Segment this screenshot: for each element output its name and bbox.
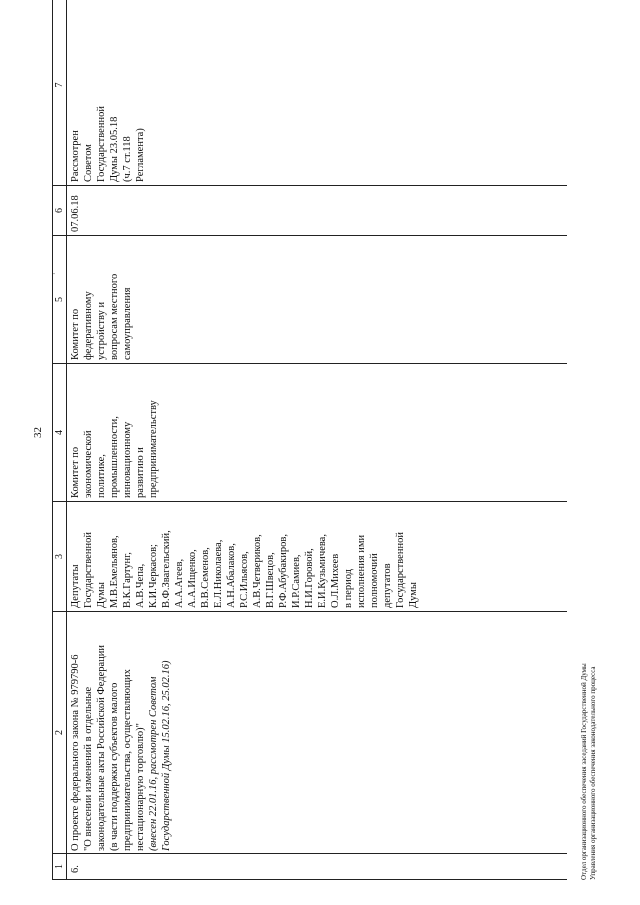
bill-table [52,0,567,880]
column-number: 6 [53,186,67,236]
responsible-committee-cell: Комитет по экономической политике, промышленности, инновационному развитию и предпринимательству [67,364,567,502]
row-number: 6. [67,854,567,880]
column-number: 7 [53,0,67,186]
authors-cell: Депутаты Государственной Думы М.В.Емельянов, В.К.Гартунг, А.В.Чепа, К.И.Черкасов; В.Ф.Звагельский, А.А.Агеев, А.А.Ищенко, В.В.Семенов, Е.Л.Николаева, А.Н.Абалаков, Р.С.Ильясов, А.В.Четвериков, В.Г.Швецов, Р.Ф.Абубакиров, И.Р.Самиев, Н.И.Горовой, Е.И.Кузьмичева, О.Л.Михеев в период исполнения ими полномочий депутатов Государственной Думы [67,502,567,612]
bill-title-cell [67,612,567,854]
column-number: 3 [53,502,67,612]
document-page [20,0,620,880]
column-number: 5 [53,236,67,364]
status-cell: Рассмотрен Советом Государственной Думы 23.05.18 (ч.7 ст.118 Регламента) [67,0,567,186]
bill-note: (внесен 22.01.16, рассмотрен Советом Государственной Думы 15.02.16, 25.02.16) [148,660,172,851]
margin-mark: · [50,272,59,275]
bill-title: О проекте федерального закона № 979790-6 "О внесении изменений в отдельные законодательные акты Российской Федерации (в части поддержки субъектов малого предпринимательства, осуществляющих нестационарную торговлю)" [70,644,146,851]
column-number: 2 [53,612,67,854]
date-cell: 07.06.18 [67,186,567,236]
column-number-row [53,0,67,880]
co-committee-cell: Комитет по федеративному устройству и вопросам местного самоуправления [67,236,567,364]
footer-department: Отдел организационного обеспечения заседаний Государственной Думы Управления организационного обеспечения законодательного процесса [580,663,597,880]
column-number: 1 [53,854,67,880]
table-row [67,0,567,880]
page-number: 32 [32,427,44,438]
column-number: 4 [53,364,67,502]
